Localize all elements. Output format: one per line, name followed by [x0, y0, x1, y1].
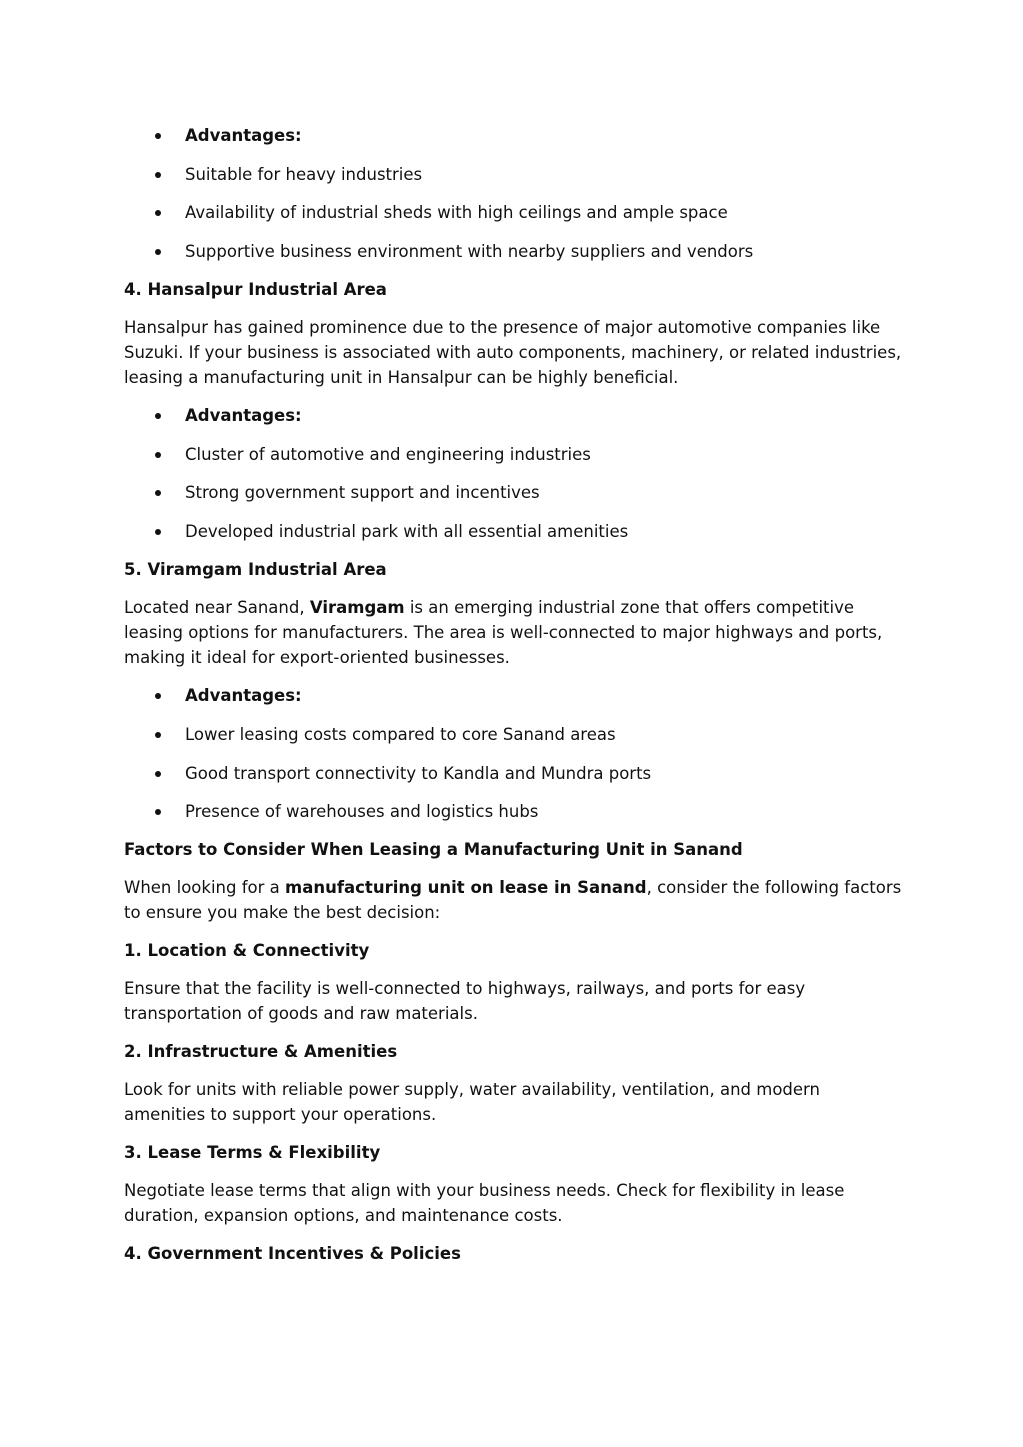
- factors-heading: Factors to Consider When Leasing a Manufacturing Unit in Sanand: [124, 840, 743, 860]
- list-item: Good transport connectivity to Kandla and Mundra ports: [124, 761, 904, 786]
- bullet-icon: [155, 693, 161, 699]
- document-page: [124, 123, 904, 1279]
- list-item: Developed industrial park with all essential amenities: [124, 519, 904, 544]
- bullet-icon: [155, 133, 161, 139]
- viramgam-paragraph: Located near Sanand, Viramgam is an emerging industrial zone that offers competitive leasing options for manufacturers. The area is well-connected to major highways and ports, making it ideal for export-oriented businesses.: [124, 598, 883, 668]
- factor-3-text: Negotiate lease terms that align with your business needs. Check for flexibility in lease duration, expansion options, and maintenance costs.: [124, 1181, 845, 1226]
- bullet-icon: [155, 452, 161, 458]
- bullet-icon: [155, 529, 161, 535]
- bullet-icon: [155, 771, 161, 777]
- list-item: Strong government support and incentives: [124, 480, 904, 505]
- factors-intro: When looking for a manufacturing unit on lease in Sanand, consider the following factors to ensure you make the best decision:: [124, 878, 902, 923]
- factor-2-text: Look for units with reliable power supply, water availability, ventilation, and modern amenities to support your operations.: [124, 1080, 820, 1125]
- bullet-icon: [155, 413, 161, 419]
- factor-1-text: Ensure that the facility is well-connected to highways, railways, and ports for easy transportation of goods and raw materials.: [124, 979, 806, 1024]
- list-item: Advantages:: [124, 683, 904, 708]
- hansalpur-heading: 4. Hansalpur Industrial Area: [124, 280, 387, 300]
- viramgam-heading: 5. Viramgam Industrial Area: [124, 560, 387, 580]
- bullet-icon: [155, 809, 161, 815]
- bullet-icon: [155, 490, 161, 496]
- factor-3-heading: 3. Lease Terms & Flexibility: [124, 1143, 381, 1163]
- list-item: Suitable for heavy industries: [124, 162, 904, 187]
- bullet-icon: [155, 732, 161, 738]
- list-item: Availability of industrial sheds with high ceilings and ample space: [124, 200, 904, 225]
- bullet-icon: [155, 210, 161, 216]
- list-item: Presence of warehouses and logistics hubs: [124, 799, 904, 824]
- bullet-icon: [155, 172, 161, 178]
- factor-2-heading: 2. Infrastructure & Amenities: [124, 1042, 398, 1062]
- bullet-icon: [155, 249, 161, 255]
- list-item: Advantages:: [124, 123, 904, 148]
- advantages-list-viramgam: [124, 683, 904, 824]
- advantages-list-hansalpur: [124, 403, 904, 544]
- list-item: Supportive business environment with nearby suppliers and vendors: [124, 239, 904, 264]
- list-item: Cluster of automotive and engineering industries: [124, 442, 904, 467]
- factor-1-heading: 1. Location & Connectivity: [124, 941, 370, 961]
- hansalpur-paragraph: Hansalpur has gained prominence due to the presence of major automotive companies like Suzuki. If your business is associated with auto components, machinery, or related industries, leasing a manufacturing unit in Hansalpur can be highly beneficial.: [124, 318, 902, 388]
- list-item: Lower leasing costs compared to core Sanand areas: [124, 722, 904, 747]
- list-item: Advantages:: [124, 403, 904, 428]
- factor-4-heading: 4. Government Incentives & Policies: [124, 1244, 461, 1264]
- advantages-list-1: [124, 123, 904, 264]
